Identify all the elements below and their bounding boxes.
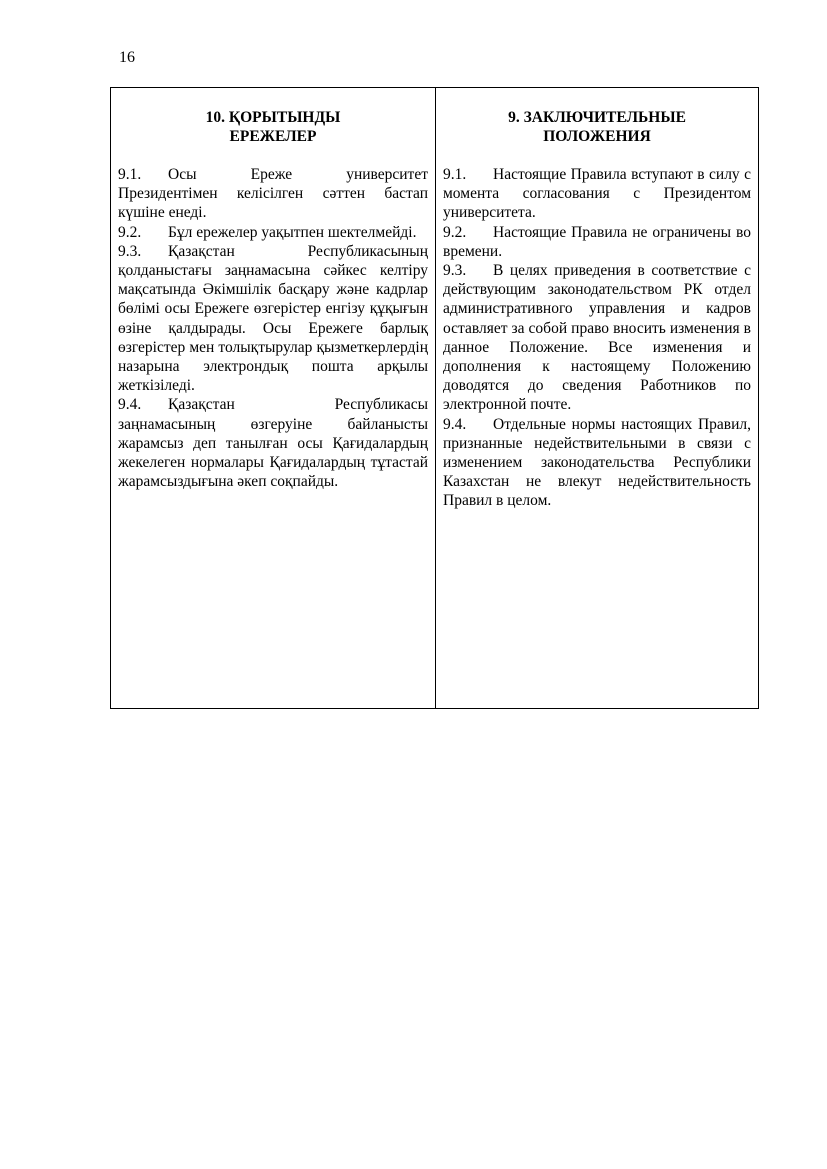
kazakh-column: [111, 88, 436, 708]
bilingual-table: [110, 87, 759, 709]
paragraph-text: Қазақстан Республикасының қолданыстағы заңнамасына сәйкес келтіру мақсатында Әкімшілік басқару және кадрлар бөлімі осы Ережеге өзгерістер енгізу құқығын өзіне қалдырады. Осы Ережеге барлық өзгерістер мен толықтырулар қызметкерлердің назарына электрондық пошта арқылы жеткізіледі.: [118, 242, 428, 395]
paragraph-number: 9.4.: [118, 396, 142, 414]
russian-paragraph-9-1: [443, 165, 751, 223]
paragraph-number: 9.3.: [443, 262, 467, 280]
russian-paragraph-9-4: [443, 415, 751, 511]
paragraph-number: 9.2.: [118, 223, 142, 241]
paragraph-text: Настоящие Правила вступают в силу с момента согласования с Президентом университета.: [443, 166, 751, 222]
russian-paragraph-9-2: [443, 223, 751, 261]
kazakh-paragraph-9-4: [118, 395, 428, 491]
russian-column: [436, 88, 758, 708]
page-number: 16: [119, 49, 135, 66]
kazakh-section-heading: 10. ҚОРЫТЫНДЫ ЕРЕЖЕЛЕР: [205, 109, 341, 145]
paragraph-text: Отдельные нормы настоящих Правил, признанные недействительными в связи с изменением законодательства Республики Казахстан не влекут недействительность Правил в целом.: [443, 415, 751, 510]
paragraph-number: 9.1.: [443, 166, 467, 183]
paragraph-text: Қазақстан Республикасы заңнамасының өзгеруіне байланысты жарамсыз деп танылған осы Қағидалардың жекелеген нормалары Қағидалардың тұтастай жарамсыздығына әкеп соқпайды.: [118, 396, 428, 491]
paragraph-number: 9.4.: [443, 415, 467, 433]
paragraph-number: 9.1.: [118, 166, 142, 183]
paragraph-number: 9.2.: [443, 223, 467, 241]
paragraph-text: Осы Ереже университет Президентімен келісілген сәттен бастап күшіне енеді.: [118, 166, 428, 222]
paragraph-number: 9.3.: [118, 242, 142, 260]
russian-paragraph-9-3: [443, 261, 751, 415]
paragraph-text: Настоящие Правила не ограничены во времени.: [443, 223, 751, 260]
kazakh-paragraph-9-2: [118, 223, 428, 242]
paragraph-text: Бұл ережелер уақытпен шектелмейді.: [168, 223, 417, 241]
kazakh-paragraph-9-1: [118, 165, 428, 223]
russian-section-heading: 9. ЗАКЛЮЧИТЕЛЬНЫЕ ПОЛОЖЕНИЯ: [508, 109, 686, 145]
kazakh-paragraph-9-3: [118, 242, 428, 396]
paragraph-text: В целях приведения в соответствие с действующим законодательством РК отдел административного управления и кадров оставляет за собой право вносить изменения в данное Положение. Все изменения и дополнения к настоящему Положению доводятся до сведения Работников по электронной почте.: [443, 262, 751, 414]
